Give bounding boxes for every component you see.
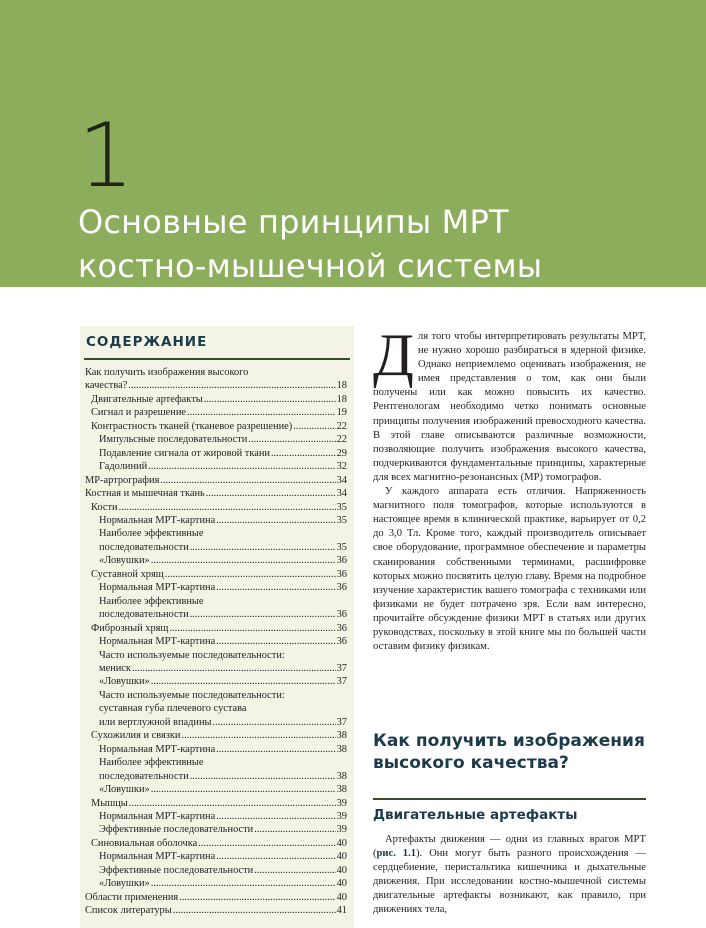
toc-entry-row	[85, 554, 347, 567]
toc-page-number: 40	[336, 864, 347, 876]
toc-entry-row	[85, 514, 347, 527]
toc-page-number: 34	[336, 488, 347, 500]
toc-item-title: мениск	[99, 662, 131, 674]
toc-leader-dots	[151, 783, 336, 796]
toc-entry-row	[85, 675, 347, 688]
toc-list	[85, 366, 347, 918]
toc-item-title: Мышцы	[91, 797, 128, 809]
toc-item[interactable]	[85, 729, 347, 742]
toc-leader-dots	[151, 675, 336, 688]
toc-entry-row	[85, 810, 347, 823]
toc-leader-dots	[182, 729, 336, 742]
toc-entry-row	[85, 904, 347, 917]
toc-page-number: 18	[336, 393, 347, 405]
toc-item[interactable]	[85, 823, 347, 836]
toc-item[interactable]	[85, 675, 347, 688]
toc-item-title: Контрастность тканей (тканевое разрешение)	[91, 420, 293, 432]
toc-page-number: 36	[336, 568, 347, 580]
toc-item[interactable]	[85, 501, 347, 514]
toc-entry-row	[85, 797, 347, 810]
toc-item-title: «Ловушки»	[99, 878, 150, 890]
toc-item[interactable]	[85, 527, 347, 554]
toc-entry-row	[85, 474, 347, 487]
toc-item[interactable]	[85, 649, 347, 676]
toc-item-title: «Ловушки»	[99, 676, 150, 688]
chapter-number: 1	[78, 104, 134, 207]
toc-leader-dots	[254, 823, 335, 836]
toc-divider	[84, 358, 350, 360]
toc-leader-dots	[248, 433, 335, 446]
toc-entry-row	[85, 729, 347, 742]
toc-item[interactable]	[85, 797, 347, 810]
toc-leader-dots	[128, 379, 335, 392]
toc-leader-dots	[254, 864, 335, 877]
toc-entry-row	[85, 581, 347, 594]
body-paragraph: У каждого аппарата есть отличия. Напряженность магнитного поля томографов, которые используются в настоящее время в клинической практике, варьирует от 0,2 до 3,0 Тл. Кроме того, каждый производитель описывает свое оборудование, программное обеспечение и параметры сканирования собственными терминами, расшифровке которых можно посвятить целую главу. Время на подробное изучение характеристик вашего томографа с техниками или физиками не будет потрачено зря. Если вам интересно, прочитайте обсуждение физики МРТ в статьях или других руководствах, поскольку в этой книге мы по большей части оставим физику физикам.	[373, 486, 646, 653]
toc-item-title: Нормальная МРТ-картина	[99, 810, 216, 822]
toc-leader-dots	[206, 487, 336, 500]
toc-entry-row	[85, 770, 347, 783]
toc-item-title-start: Наиболее эффективные	[99, 757, 204, 769]
toc-item-title: Области применения	[85, 891, 179, 903]
toc-page-number: 37	[336, 662, 347, 674]
intro-paragraph	[373, 322, 646, 485]
subsection-text	[373, 833, 646, 918]
toc-page-number: 38	[336, 784, 347, 796]
toc-entry-row	[85, 568, 347, 581]
toc-leader-dots	[151, 877, 336, 890]
toc-item[interactable]	[85, 447, 347, 460]
toc-item-title-start: Часто используемые последовательности:	[99, 649, 285, 661]
table-of-contents	[80, 326, 354, 928]
toc-leader-dots	[216, 581, 335, 594]
toc-entry-row	[85, 460, 347, 473]
toc-leader-dots	[198, 837, 335, 850]
toc-page-number: 39	[336, 824, 347, 836]
toc-leader-dots	[216, 514, 335, 527]
toc-leader-dots	[204, 393, 336, 406]
toc-item-title: МР-артрография	[85, 474, 160, 486]
toc-leader-dots	[148, 460, 335, 473]
intro-text	[373, 322, 646, 654]
toc-leader-dots	[187, 406, 336, 419]
toc-item-title: Сухожилия и связки	[91, 730, 181, 742]
figure-reference-link[interactable]: рис. 1.1	[376, 848, 417, 860]
toc-item[interactable]	[85, 756, 347, 783]
toc-entry-row	[85, 433, 347, 446]
toc-leader-dots	[129, 797, 336, 810]
toc-leader-dots	[293, 420, 335, 433]
toc-page-number: 36	[336, 555, 347, 567]
toc-item-title: последовательности	[99, 541, 189, 553]
toc-item[interactable]	[85, 904, 347, 917]
toc-entry-row	[85, 541, 347, 554]
toc-item-title: Суставной хрящ	[91, 568, 164, 580]
toc-page-number: 36	[336, 622, 347, 634]
toc-leader-dots	[132, 662, 336, 675]
toc-item[interactable]	[85, 554, 347, 567]
toc-item-title: Импульсные последовательности	[99, 434, 248, 446]
toc-leader-dots	[165, 568, 336, 581]
toc-item-title-start: Часто используемые последовательности:	[99, 689, 285, 701]
toc-entry-row	[85, 447, 347, 460]
toc-page-number: 22	[336, 434, 347, 446]
toc-page-number: 40	[336, 851, 347, 863]
toc-page-number: 40	[336, 878, 347, 890]
drop-cap: Д	[373, 322, 414, 388]
toc-entry-row	[85, 393, 347, 406]
toc-entry-row	[85, 743, 347, 756]
toc-heading: СОДЕРЖАНИЕ	[86, 334, 208, 350]
toc-leader-dots	[216, 810, 335, 823]
toc-item-title: Нормальная МРТ-картина	[99, 514, 216, 526]
toc-item[interactable]	[85, 393, 347, 406]
toc-leader-dots	[151, 554, 336, 567]
toc-item-title: Эффективные последовательности	[99, 824, 254, 836]
toc-entry-row	[85, 420, 347, 433]
toc-leader-dots	[119, 501, 336, 514]
toc-page-number: 38	[336, 730, 347, 742]
toc-item-title-start: Наиболее эффективные	[99, 595, 204, 607]
toc-page-number: 38	[336, 743, 347, 755]
toc-item[interactable]	[85, 581, 347, 594]
toc-entry-row	[85, 783, 347, 796]
toc-item[interactable]	[85, 783, 347, 796]
toc-item-title-start: Как получить изображения высокого	[85, 367, 249, 378]
body-paragraph	[373, 833, 646, 918]
section-heading: Как получить изображения высокого качества?	[373, 731, 645, 773]
toc-page-number: 40	[336, 891, 347, 903]
toc-item-title: «Ловушки»	[99, 555, 150, 567]
toc-item[interactable]	[85, 864, 347, 877]
toc-page-number: 36	[336, 636, 347, 648]
toc-item[interactable]	[85, 474, 347, 487]
toc-page-number: 36	[336, 609, 347, 621]
toc-entry-row	[85, 837, 347, 850]
toc-page-number: 37	[336, 676, 347, 688]
toc-page-number: 34	[336, 474, 347, 486]
toc-item-title: или вертлужной впадины	[99, 716, 212, 728]
toc-page-number: 39	[336, 810, 347, 822]
toc-leader-dots	[190, 541, 336, 554]
toc-item-title: Нормальная МРТ-картина	[99, 743, 216, 755]
toc-entry-row	[85, 850, 347, 863]
toc-item[interactable]	[85, 850, 347, 863]
toc-item-title: Нормальная МРТ-картина	[99, 851, 216, 863]
toc-page-number: 41	[336, 905, 347, 917]
toc-item[interactable]	[85, 743, 347, 756]
toc-leader-dots	[169, 622, 335, 635]
toc-leader-dots	[271, 447, 336, 460]
toc-item-title: Сигнал и разрешение	[91, 407, 187, 419]
toc-page-number: 19	[336, 407, 347, 419]
toc-leader-dots	[160, 474, 335, 487]
toc-leader-dots	[190, 608, 336, 621]
toc-leader-dots	[213, 716, 336, 729]
chapter-banner	[0, 0, 706, 287]
toc-item-title: последовательности	[99, 609, 189, 621]
toc-item[interactable]	[85, 689, 347, 729]
toc-entry-row	[85, 487, 347, 500]
toc-item[interactable]	[85, 514, 347, 527]
toc-entry-row	[85, 716, 347, 729]
toc-item-title: Нормальная МРТ-картина	[99, 582, 216, 594]
toc-item-title: Синовиальная оболочка	[91, 837, 198, 849]
toc-page-number: 40	[336, 837, 347, 849]
toc-item[interactable]	[85, 635, 347, 648]
toc-item-title: Костная и мышечная ткань	[85, 488, 205, 500]
toc-item-title: последовательности	[99, 770, 189, 782]
toc-item-title: Гадолиний	[99, 461, 148, 473]
toc-entry-row	[85, 622, 347, 635]
toc-item[interactable]	[85, 366, 347, 393]
toc-page-number: 29	[336, 447, 347, 459]
toc-item[interactable]	[85, 891, 347, 904]
toc-page-number: 36	[336, 582, 347, 594]
toc-leader-dots	[179, 891, 335, 904]
toc-item-title: Подавление сигнала от жировой ткани	[99, 447, 270, 459]
toc-entry-row	[85, 891, 347, 904]
toc-entry-row	[85, 501, 347, 514]
toc-page-number: 38	[336, 770, 347, 782]
paragraph-text: Артефакты движения — одни из главных врагов МРТ (	[373, 834, 646, 860]
toc-item[interactable]	[85, 595, 347, 622]
toc-leader-dots	[216, 850, 335, 863]
chapter-title-line-1: Основные принципы МРТ	[78, 203, 509, 241]
toc-leader-dots	[190, 770, 336, 783]
toc-leader-dots	[216, 635, 335, 648]
paragraph-text: ). Они могут быть разного происхождения — сердцебиение, перистальтика кишечника и дыхательные движения. При исследовании костно-мышечной системы двигательные артефакты возникают, как правило, при движениях тела,	[373, 848, 646, 916]
toc-page-number: 35	[336, 541, 347, 553]
intro-paragraph-text: ля того чтобы интерпретировать результаты МРТ, не нужно хорошо разбираться в ядерной физике. Однако неприемлемо оценивать изображения, не имея представления о том, как они были получены или как можно повысить их качество. Рентгенологам необходимо четко понимать основные принципы получения изображений превосходного качества. В этой главе описываются различные возможности, позволяющие получить изображения высокого качества, подчеркиваются фундаментальные принципы, характерные для всех магнитно-резонансных (МР) томографов.	[373, 331, 646, 483]
toc-entry-row	[85, 877, 347, 890]
toc-item[interactable]	[85, 877, 347, 890]
toc-entry-row	[85, 635, 347, 648]
toc-item[interactable]	[85, 406, 347, 419]
toc-item[interactable]	[85, 810, 347, 823]
toc-item-title: Кости	[91, 501, 118, 513]
toc-item[interactable]	[85, 420, 347, 433]
toc-item[interactable]	[85, 837, 347, 850]
toc-page-number: 37	[336, 716, 347, 728]
toc-item[interactable]	[85, 568, 347, 581]
toc-page-number: 35	[336, 514, 347, 526]
section-divider	[373, 798, 646, 800]
toc-item-title-start: Наиболее эффективные	[99, 528, 204, 540]
chapter-title-line-2: костно-мышечной системы	[78, 247, 543, 285]
chapter-title	[78, 200, 542, 288]
toc-item-title: Список литературы	[85, 905, 172, 917]
toc-page-number: 32	[336, 461, 347, 473]
subsection-heading: Двигательные артефакты	[373, 807, 578, 823]
toc-item-title: Эффективные последовательности	[99, 864, 254, 876]
toc-entry-row	[85, 823, 347, 836]
toc-page-number: 35	[336, 501, 347, 513]
toc-item[interactable]	[85, 433, 347, 446]
toc-entry-row	[85, 379, 347, 392]
toc-item-title-start: суставная губа плечевого сустава	[99, 703, 247, 715]
toc-item-title: Двигательные артефакты	[91, 393, 203, 405]
toc-item-title: «Ловушки»	[99, 784, 150, 796]
toc-leader-dots	[173, 904, 336, 917]
toc-entry-row	[85, 662, 347, 675]
toc-item[interactable]	[85, 622, 347, 635]
toc-page-number: 18	[336, 380, 347, 392]
toc-item[interactable]	[85, 487, 347, 500]
toc-item-title: качества?	[85, 380, 128, 392]
toc-entry-row	[85, 608, 347, 621]
toc-entry-row	[85, 406, 347, 419]
toc-item[interactable]	[85, 460, 347, 473]
toc-item-title: Нормальная МРТ-картина	[99, 636, 216, 648]
toc-page-number: 39	[336, 797, 347, 809]
toc-entry-row	[85, 864, 347, 877]
toc-leader-dots	[216, 743, 335, 756]
toc-page-number: 22	[336, 420, 347, 432]
toc-item-title: Фиброзный хрящ	[91, 622, 169, 634]
